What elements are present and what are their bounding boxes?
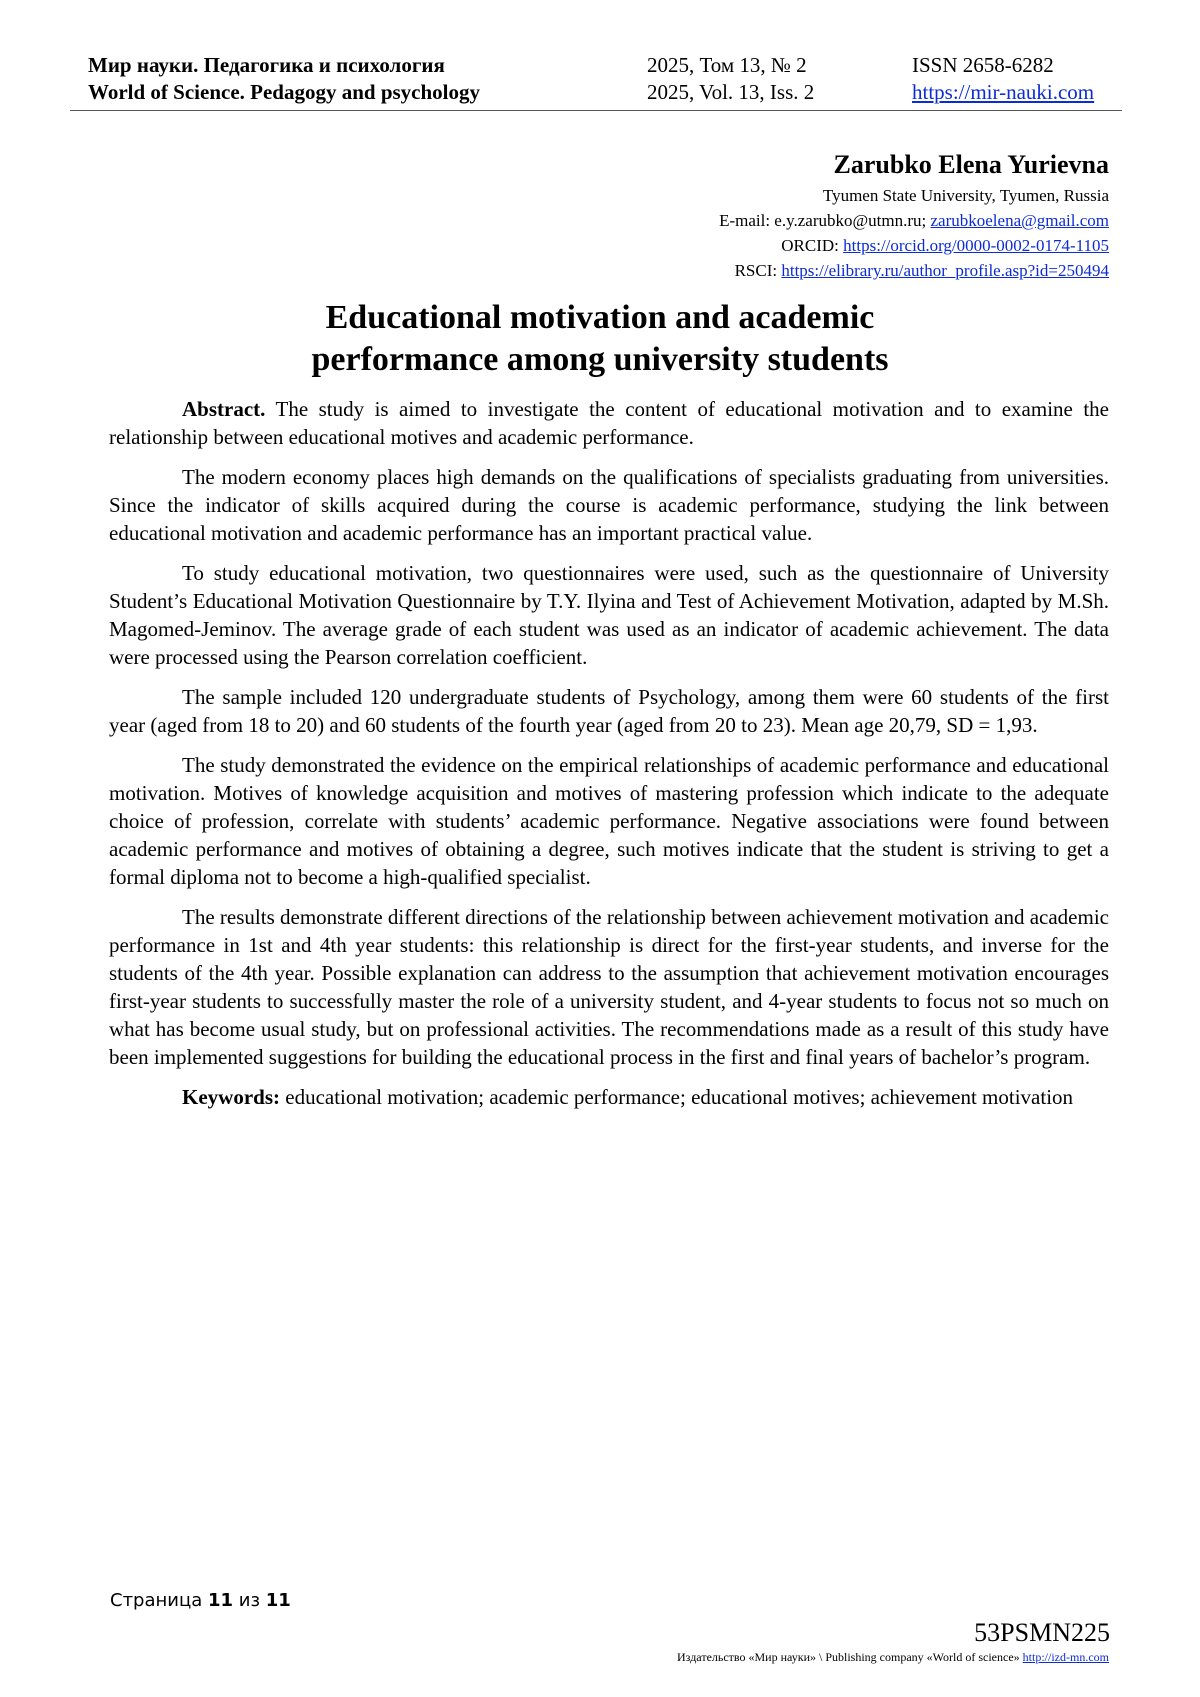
paper-title-line-1: Educational motivation and academic <box>325 299 875 336</box>
abstract-paragraph: The modern economy places high demands on the qualifications of specialists graduating from universities. Since the indicator of skills acquired during the course is academic performance, studying the link between educational motivation and academic performance has an important practical value. <box>109 465 1109 545</box>
author-rsci-line <box>719 258 1109 283</box>
page-total: 11 <box>265 1590 291 1611</box>
author-name: Zarubko Elena Yurievna <box>833 150 1109 179</box>
journal-name-en: World of Science. Pedagogy and psychology <box>88 80 481 104</box>
author-block <box>719 148 1109 283</box>
author-email-line <box>719 208 1109 233</box>
abstract-paragraph <box>109 395 1109 451</box>
keywords-paragraph <box>109 1083 1109 1111</box>
journal-header <box>88 52 1120 112</box>
author-orcid-line <box>719 233 1109 258</box>
issue-block <box>647 52 814 106</box>
email-label: E-mail: e.y.zarubko@utmn.ru; <box>719 211 931 230</box>
rsci-label: RSCI: <box>734 261 782 280</box>
author-affiliation: Tyumen State University, Tyumen, Russia <box>822 186 1109 205</box>
page-prefix: Страница <box>110 1590 208 1611</box>
paper-title-line-2: performance among university students <box>311 341 889 378</box>
rsci-link[interactable]: https://elibrary.ru/author_profile.asp?id=250494 <box>781 261 1109 280</box>
publisher-text: Издательство «Мир науки» \ Publishing company «World of science» <box>677 1650 1023 1664</box>
issn: ISSN 2658-6282 <box>912 53 1054 77</box>
abstract-label: Abstract. <box>182 397 266 421</box>
abstract-paragraph: The results demonstrate different directions of the relationship between achievement motivation and academic performance in 1st and 4th year students: this relationship is direct for the first-year students, and inverse for the students of the 4th year. Possible explanation can address to the assumption that achievement motivation encourages first-year students to successfully master the role of a university student, and 4-year students to focus not so much on what has become usual study, but on professional activities. The recommendations made as a result of this study have been implemented suggestions for building the educational process in the first and final years of bachelor’s program. <box>109 905 1109 1069</box>
issue-ru: 2025, Том 13, № 2 <box>647 53 807 77</box>
publisher-link[interactable]: http://izd-mn.com <box>1022 1650 1109 1664</box>
journal-site-link[interactable]: https://mir-nauki.com <box>912 80 1095 104</box>
keywords-label: Keywords: <box>182 1085 280 1109</box>
page-current: 11 <box>207 1590 234 1611</box>
abstract-paragraph: The sample included 120 undergraduate students of Psychology, among them were 60 students of the first year (aged from 18 to 20) and 60 students of the fourth year (aged from 20 to 23). Mean age 20,79, SD = 1,93. <box>109 685 1109 737</box>
journal-name-ru: Мир науки. Педагогика и психология <box>88 53 445 77</box>
orcid-label: ORCID: <box>781 236 844 255</box>
keywords-text: educational motivation; academic performance; educational motives; achievement motivation <box>280 1085 1074 1109</box>
journal-name-block <box>88 52 480 106</box>
email-link[interactable]: zarubkoelena@gmail.com <box>930 211 1109 230</box>
abstract-text: The study is aimed to investigate the content of educational motivation and to examine the relationship between educational motives and academic performance. <box>109 397 1109 449</box>
abstract-section <box>109 395 1109 1123</box>
article-code: 53PSMN225 <box>974 1618 1110 1647</box>
publisher-line <box>677 1650 1109 1665</box>
abstract-paragraph: To study educational motivation, two questionnaires were used, such as the questionnaire of University Student’s Educational Motivation Questionnaire by T.Y. Ilyina and Test of Achievement Motivation, adapted by M.Sh. Magomed-Jeminov. The average grade of each student was used as an indicator of academic achievement. The data were processed using the Pearson correlation coefficient. <box>109 561 1109 669</box>
page-separator: из <box>233 1590 266 1611</box>
abstract-paragraph: The study demonstrated the evidence on the empirical relationships of academic performance and educational motivation. Motives of knowledge acquisition and motives of mastering profession which indicate to the adequate choice of profession, correlate with students’ academic performance. Negative associations were found between academic performance and motives of obtaining a degree, such motives indicate that the student is striving to get a formal diploma not to become a high-qualified specialist. <box>109 753 1109 889</box>
page-number <box>110 1590 291 1611</box>
issue-en: 2025, Vol. 13, Iss. 2 <box>647 80 815 104</box>
paper-title <box>0 297 1200 381</box>
header-divider <box>70 110 1122 111</box>
issn-block <box>912 52 1094 106</box>
orcid-link[interactable]: https://orcid.org/0000-0002-0174-1105 <box>843 236 1109 255</box>
